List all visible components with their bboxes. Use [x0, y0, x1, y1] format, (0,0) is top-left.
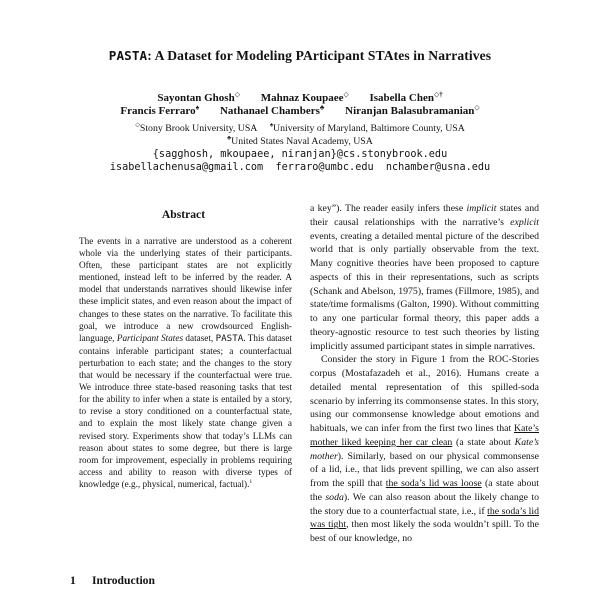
author	[220, 105, 324, 117]
author-block	[0, 92, 600, 119]
author	[370, 92, 443, 104]
affiliation-block	[0, 123, 600, 149]
right-column	[310, 202, 539, 600]
affil-mark: ♣	[227, 135, 232, 142]
paper-title: PASTA: A Dataset for Modeling PArticipant STAtes in Narratives	[108, 48, 492, 63]
author-line-2	[0, 105, 600, 118]
affiliation	[270, 123, 465, 134]
affil-mark: ◇	[135, 122, 140, 129]
author	[157, 92, 240, 104]
email-block	[0, 149, 600, 175]
author	[120, 105, 199, 117]
author-affil-mark: ◇†	[434, 91, 443, 99]
author-affil-mark: ◇	[343, 91, 349, 99]
paper-header	[0, 0, 600, 175]
author-line-1	[0, 92, 600, 105]
email-line: isabellachenusa@gmail.com ferraro@umbc.edu nchamber@usna.edu	[109, 162, 491, 174]
abstract-heading: Abstract	[161, 208, 206, 221]
author-name: Niranjan Balasubramanian	[345, 105, 475, 118]
affiliation	[135, 123, 257, 134]
left-column	[70, 202, 297, 600]
author-name: Mahnaz Koupaee	[260, 92, 344, 104]
author-name: Francis Ferraro	[120, 105, 196, 118]
section-number: 1	[70, 574, 76, 587]
two-column-body	[70, 202, 539, 600]
affil-text: Stony Brook University, USA	[139, 122, 258, 134]
author-affil-mark: ♣	[319, 104, 325, 112]
email-line: {sagghosh, mkoupaee, niranjan}@cs.stonybrook.edu	[152, 149, 448, 161]
author-affil-mark: ◇	[234, 91, 240, 99]
author-affil-mark: ◇	[474, 104, 480, 112]
author-affil-mark: ♠	[195, 104, 200, 112]
intro-paragraph: a key”). The reader easily infers these implicit states and their causal relationships with the narrative’s explicit events, creating a detailed mental picture of the described world that is only partially observable from the text. Many cognitive theories have been proposed to capture aspects of this in their representations, such as scripts (Schank and Abelson, 1975), frames (Fillmore, 1985), and state/time formalisms (Galton, 1990). Without committing to any one particular formal theory, this paper adds a theory-agnostic resource to test such theories by listing implicitly assumed participant states in simple narratives.	[310, 203, 539, 352]
affil-text: University of Maryland, Baltimore County, USA	[273, 122, 465, 134]
affiliation-line-2	[0, 136, 600, 149]
affil-text: United States Naval Academy, USA	[231, 135, 373, 147]
affiliation	[227, 136, 373, 147]
section-title: Introduction	[92, 574, 155, 587]
intro-paragraph: Consider the story in Figure 1 from the ROC-Stories corpus (Mostafazadeh et al., 2016). Humans create a detailed mental representation of this spilled-soda scenario by inferring its commonsense states. In this story, using our commonsense knowledge about emotions and habituals, we can infer from the first two lines that Kate’s mother liked keeping her car clean (a state about Kate’s mother). Similarly, based on our physical commonsense of a lid, i.e., that lids prevent spilling, we can also assert from the spill that the soda’s lid was loose (a state about the soda). We can also reason about the likely change to the story due to a counterfactual state, i.e., if the soda’s lid was tight, then most likely the soda wouldn’t spill. To the best of our knowledge, no	[310, 354, 540, 544]
affiliation-line-1	[0, 123, 600, 136]
section-heading-introduction	[70, 574, 155, 587]
author-name: Sayontan Ghosh	[157, 92, 235, 104]
affil-mark: ♠	[269, 122, 274, 129]
abstract-text: The events in a narrative are understood as a coherent whole via the underlying states of their participants. Often, these participant states are not explicitly mentioned, instead left to be inferred by the reader. A model that understands narratives should likewise infer these implicit states, and even reason about the impact of changes to these states on the narrative. To facilitate this goal, we introduce a new crowdsourced English-language, Participant States dataset, PASTA. This dataset contains inferable participant states; a counterfactual perturbation to each state; and the changes to the story that would be necessary if the counterfactual were true. We introduce three state-based reasoning tasks that test for the ability to infer when a state is entailed by a story, to revise a story conditioned on a counterfactual state, and to explain the most likely state change given a revised story. Experiments show that today’s LLMs can reason about states to some degree, but there is large room for improvement, especially in problems requiring access and ability to reason with diverse types of knowledge (e.g., physical, numerical, factual).$^1$	[79, 236, 292, 489]
author-name: Nathanael Chambers	[219, 105, 320, 118]
author-name: Isabella Chen	[369, 92, 434, 104]
author	[261, 92, 349, 104]
author	[345, 105, 480, 117]
